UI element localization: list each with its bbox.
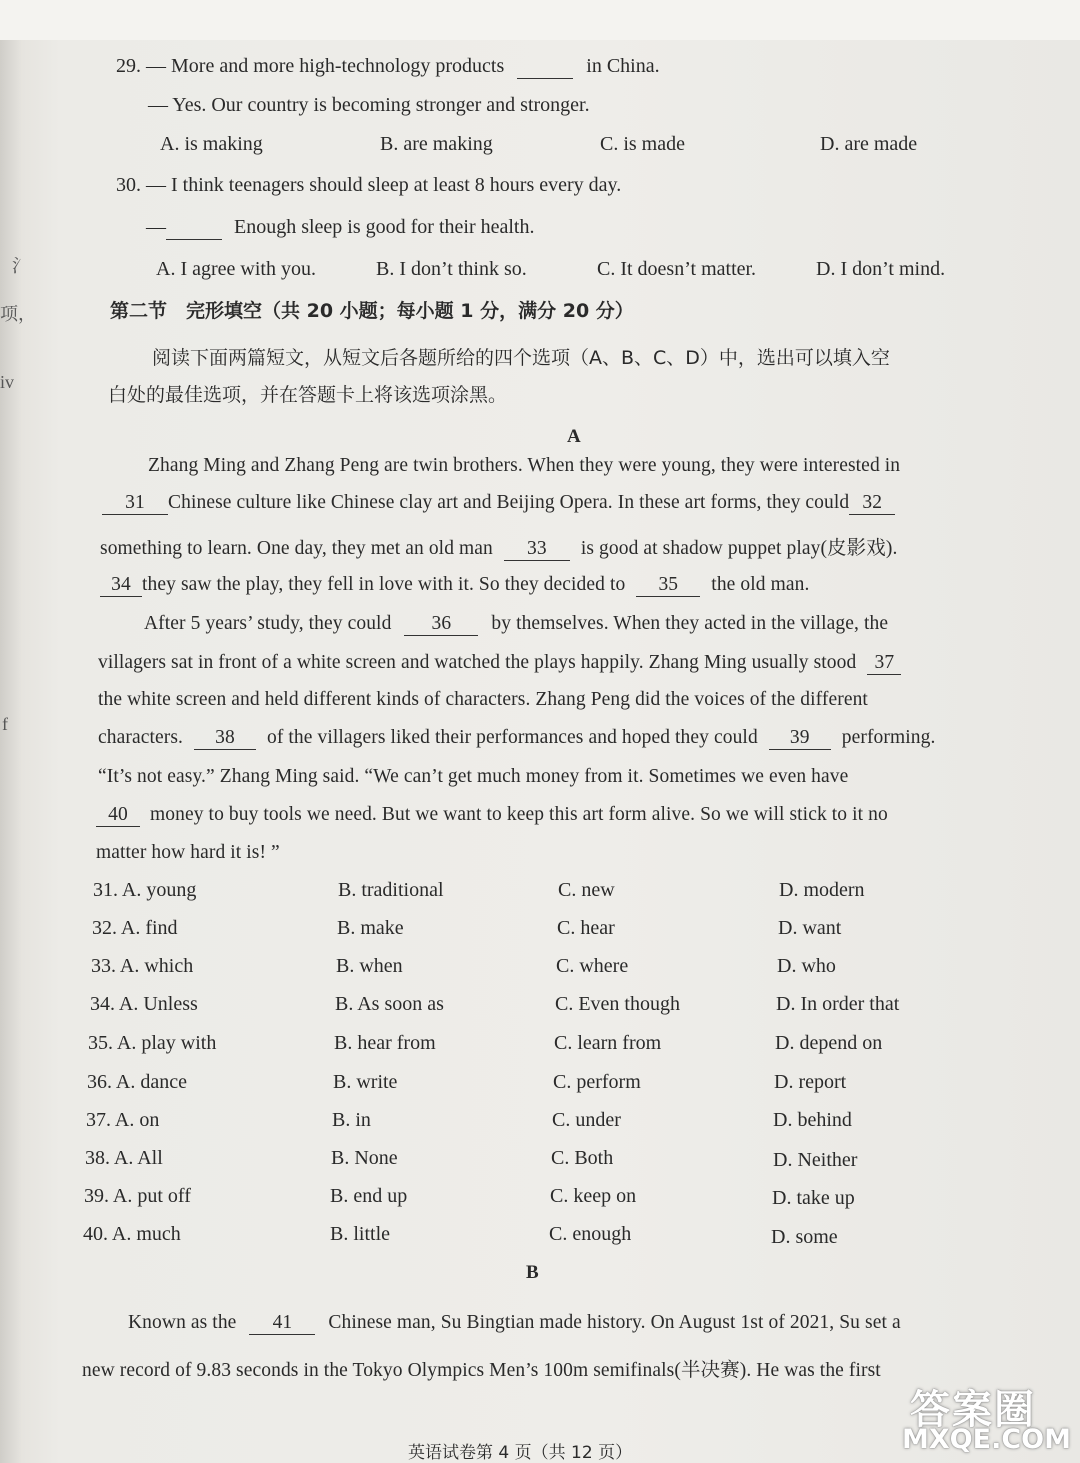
margin-mark: f (2, 714, 8, 734)
q30-stem: 30. — I think teenagers should sleep at least 8 hours every day. (116, 174, 622, 196)
option-39-b: B. end up (330, 1185, 408, 1207)
option-40-c: C. enough (549, 1223, 632, 1245)
option-36-a: 36. A. dance (87, 1071, 187, 1093)
blank-39: 39 (769, 727, 831, 750)
option-31-c: C. new (558, 879, 615, 901)
page-footer: 英语试卷第 4 页（共 12 页） (408, 1443, 633, 1463)
option-34-b: B. As soon as (335, 993, 444, 1015)
blank-36: 36 (404, 613, 478, 636)
q30-reply: — Enough sleep is good for their health. (146, 216, 535, 238)
option-32-d: D. want (778, 917, 842, 939)
blank-40: 40 (96, 804, 140, 827)
q30-option-a: A. I agree with you. (156, 258, 316, 280)
option-35-b: B. hear from (334, 1032, 436, 1054)
margin-mark: iv (0, 372, 15, 392)
q29-option-a: A. is making (160, 133, 263, 155)
option-39-a: 39. A. put off (84, 1185, 191, 1207)
option-33-c: C. where (556, 955, 629, 977)
option-31-a: 31. A. young (93, 879, 197, 901)
option-36-d: D. report (774, 1071, 847, 1093)
option-35-a: 35. A. play with (88, 1032, 217, 1054)
section-title: 第二节 完形填空（共 20 小题；每小题 1 分，满分 20 分） (110, 300, 634, 322)
q30-option-b: B. I don’t think so. (376, 258, 527, 280)
passage-b-line: new record of 9.83 seconds in the Tokyo Olympics Men’s 100m semifinals(半决赛). He was the first (82, 1360, 881, 1381)
option-32-a: 32. A. find (92, 917, 178, 939)
option-38-d: D. Neither (773, 1149, 858, 1171)
top-edge (0, 0, 1080, 40)
option-33-b: B. when (336, 955, 403, 977)
option-40-b: B. little (330, 1223, 390, 1245)
option-37-d: D. behind (773, 1109, 852, 1131)
option-33-a: 33. A. which (91, 955, 194, 977)
blank-31: 31 (102, 492, 168, 515)
q29-blank (517, 55, 573, 79)
passage-b-label: B (526, 1262, 539, 1283)
option-39-d: D. take up (772, 1187, 855, 1209)
passage-a-line: Zhang Ming and Zhang Peng are twin brothers. When they were young, they were interested in (148, 455, 901, 476)
option-32-c: C. hear (557, 917, 615, 939)
watermark-text-bottom: MXQE.COM (902, 1424, 1071, 1455)
blank-33: 33 (504, 538, 570, 561)
passage-b-line: Known as the 41 Chinese man, Su Bingtian made history. On August 1st of 2021, Su set a (128, 1312, 901, 1333)
option-33-d: D. who (777, 955, 836, 977)
passage-a-line: 34 they saw the play, they fell in love with it. So they decided to 35 the old man. (100, 574, 809, 597)
option-38-b: B. None (331, 1147, 398, 1169)
option-40-a: 40. A. much (83, 1223, 181, 1245)
q29-option-d: D. are made (820, 133, 918, 155)
option-38-a: 38. A. All (85, 1147, 163, 1169)
margin-mark: 氵 (12, 256, 30, 276)
q29-option-c: C. is made (600, 133, 685, 155)
blank-32: 32 (849, 492, 895, 515)
passage-a-label: A (567, 426, 581, 447)
option-37-a: 37. A. on (86, 1109, 160, 1131)
passage-a-line: 31 Chinese culture like Chinese clay art and Beijing Opera. In these art forms, they could 32 (102, 492, 895, 515)
q29-stem: 29. — More and more high-technology products in China. (116, 55, 660, 77)
blank-37: 37 (867, 652, 901, 675)
watermark-logo (902, 1378, 1070, 1456)
section-instructions-2: 白处的最佳选项，并在答题卡上将该选项涂黑。 (108, 384, 508, 406)
blank-41: 41 (249, 1312, 315, 1335)
option-34-a: 34. A. Unless (90, 993, 198, 1015)
q30-blank (166, 216, 222, 240)
option-38-c: C. Both (551, 1147, 614, 1169)
q30-option-c: C. It doesn’t matter. (597, 258, 757, 280)
q29-reply: — Yes. Our country is becoming stronger and stronger. (148, 94, 590, 116)
option-34-c: C. Even though (555, 993, 680, 1015)
watermark-text-top: 答案圈 (910, 1387, 1036, 1433)
option-36-b: B. write (333, 1071, 398, 1093)
option-37-b: B. in (332, 1109, 371, 1131)
option-34-d: D. In order that (776, 993, 900, 1015)
passage-a-line: matter how hard it is! ” (96, 842, 280, 863)
passage-a-line: the white screen and held different kinds of characters. Zhang Peng did the voices of the different (98, 689, 868, 710)
q30-option-d: D. I don’t mind. (816, 258, 946, 280)
option-31-d: D. modern (779, 879, 865, 901)
margin-mark: 项， (0, 304, 36, 324)
option-37-c: C. under (552, 1109, 621, 1131)
option-35-d: D. depend on (775, 1032, 883, 1054)
passage-a-line: After 5 years’ study, they could 36 by themselves. When they acted in the village, the (144, 613, 889, 634)
q29-option-b: B. are making (380, 133, 493, 155)
section-instructions-1: 阅读下面两篇短文，从短文后各题所给的四个选项（A、B、C、D）中，选出可以填入空 (152, 347, 890, 369)
passage-a-line: villagers sat in front of a white screen and watched the plays happily. Zhang Ming usually stood 37 (98, 652, 901, 675)
option-40-d: D. some (771, 1226, 838, 1248)
option-36-c: C. perform (553, 1071, 641, 1093)
passage-a-line: 40 money to buy tools we need. But we want to keep this art form alive. So we will stick to it no (96, 804, 888, 827)
option-39-c: C. keep on (550, 1185, 637, 1207)
passage-a-line: “It’s not easy.” Zhang Ming said. “We can’t get much money from it. Sometimes we even have (98, 766, 849, 787)
blank-35: 35 (636, 574, 700, 597)
blank-38: 38 (194, 727, 256, 750)
option-32-b: B. make (337, 917, 404, 939)
blank-34: 34 (100, 574, 142, 597)
passage-a-line: something to learn. One day, they met an old man 33 is good at shadow puppet play(皮影戏). (100, 538, 898, 559)
passage-a-line: characters. 38 of the villagers liked their performances and hoped they could 39 performing. (98, 727, 936, 748)
option-31-b: B. traditional (338, 879, 444, 901)
option-35-c: C. learn from (554, 1032, 662, 1054)
